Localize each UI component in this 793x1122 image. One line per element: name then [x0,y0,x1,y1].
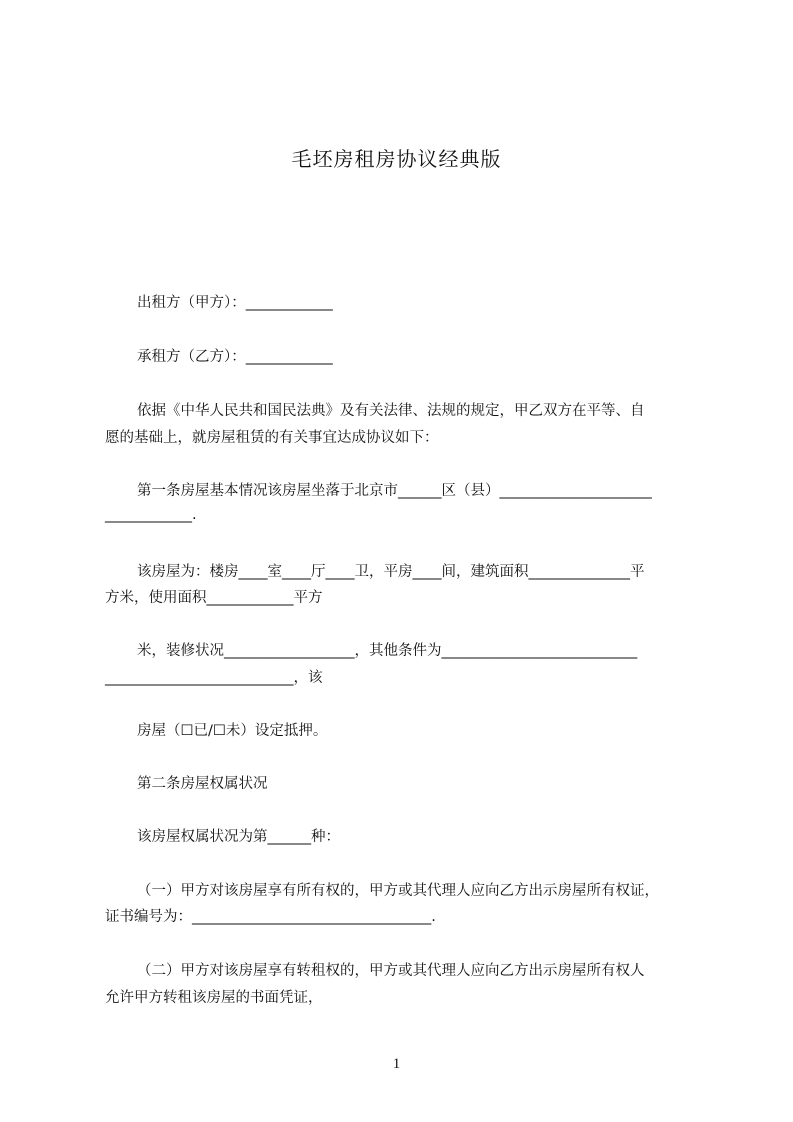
house-type-line-1: 该房屋为：楼房____室____厅____卫，平房____间，建筑面积______________平 [137,564,645,580]
clause-2-line-2: 允许甲方转租该房屋的书面凭证， [105,990,323,1006]
preamble-line-2: 愿的基础上，就房屋租赁的有关事宜达成协议如下： [105,430,439,446]
article-2-heading: 第二条房屋权属状况 [137,776,268,792]
article-1-line-1: 第一条房屋基本情况该房屋坐落于北京市______区（县）_____________________ [137,483,652,499]
preamble-line-1: 依据《中华人民共和国民法典》及有关法律、法规的规定，甲乙双方在平等、自 [137,403,645,419]
decoration-line-2: __________________________，该 [105,670,323,686]
mortgage-line: 房屋（☐已/☐未）设定抵押。 [137,723,328,739]
page-number: 1 [392,1056,401,1072]
clause-2-line-1: （二）甲方对该房屋享有转租权的，甲方或其代理人应向乙方出示房屋所有权人 [137,963,645,979]
article-1-line-2: ____________. [105,507,197,523]
lessee-line: 承租方（乙方）：____________ [137,349,333,365]
house-type-line-2: 方米，使用面积____________平方 [105,590,323,606]
lessor-line: 出租方（甲方）：____________ [137,295,333,311]
clause-1-line-1: （一）甲方对该房屋享有所有权的，甲方或其代理人应向乙方出示房屋所有权证， [137,883,659,899]
ownership-type-line: 该房屋权属状况为第______种： [137,829,340,845]
document-title: 毛坯房租房协议经典版 [291,147,502,171]
clause-1-line-2: 证书编号为：_________________________________. [105,909,436,925]
decoration-line-1: 米，装修状况__________________，其他条件为___________________________ [137,643,638,659]
